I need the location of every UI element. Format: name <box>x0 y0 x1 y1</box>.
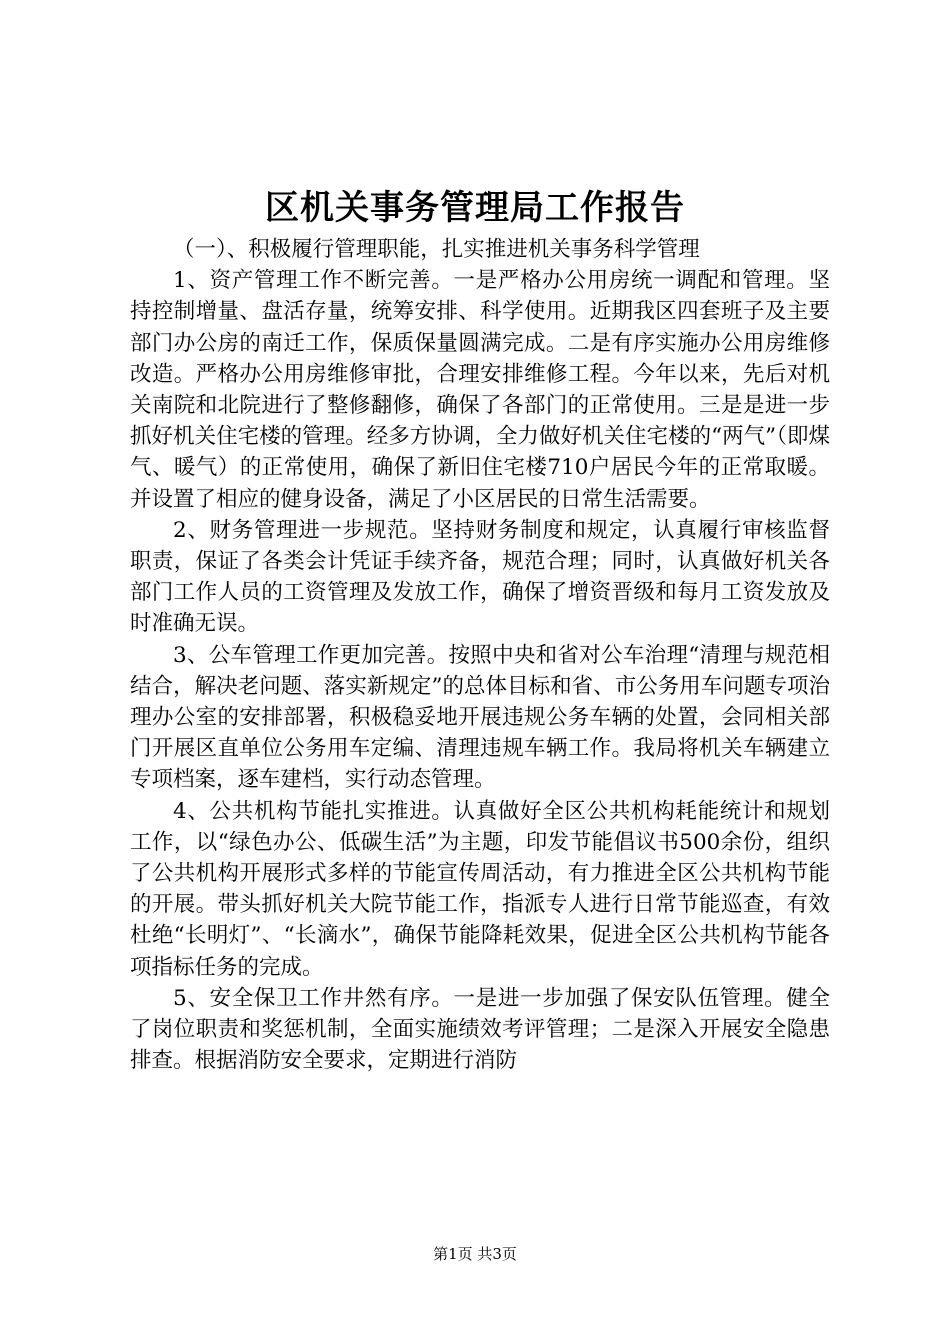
paragraph-security: 5、安全保卫工作井然有序。一是进一步加强了保安队伍管理。健全了岗位职责和奖惩机制，全面实施绩效考评管理；二是深入开展安全隐患排查。根据消防安全要求，定期进行消防 <box>130 985 830 1074</box>
section-heading: （一）、积极履行管理职能，扎实推进机关事务科学管理 <box>173 237 700 262</box>
paragraph-finance-management: 2、财务管理进一步规范。坚持财务制度和规定，认真履行审核监督职责，保证了各类会计凭证手续齐备，规范合理；同时，认真做好机关各部门工作人员的工资管理及发放工作，确保了增资晋级和每月工资发放及时准确无误。 <box>130 517 830 637</box>
paragraph-energy-saving: 4、公共机构节能扎实推进。认真做好全区公共机构耗能统计和规划工作，以“绿色办公、低碳生活”为主题，印发节能倡议书500余份，组织了公共机构开展形式多样的节能宣传周活动，有力推进全区公共机构节能的开展。带头抓好机关大院节能工作，指派专人进行日常节能巡查，有效杜绝“长明灯”、“长滴水”，确保节能降耗效果，促进全区公共机构节能各项指标任务的完成。 <box>130 798 830 980</box>
page-number-footer: 第1页 共3页 <box>433 1245 517 1263</box>
paragraph-asset-management: 1、资产管理工作不断完善。一是严格办公用房统一调配和管理。坚持控制增量、盘活存量，统筹安排、科学使用。近期我区四套班子及主要部门办公房的南迁工作，保质保量圆满完成。二是有序实施办公用房维修改造。严格办公用房维修审批，合理安排维修工程。今年以来，先后对机关南院和北院进行了整修翻修，确保了各部门的正常使用。三是是进一步抓好机关住宅楼的管理。经多方协调，全力做好机关住宅楼的“两气”（即煤气、暖气）的正常使用，确保了新旧住宅楼710户居民今年的正常取暖。并设置了相应的健身设备，满足了小区居民的日常生活需要。 <box>130 268 830 512</box>
document-title: 区机关事务管理局工作报告 <box>265 188 685 228</box>
paragraph-vehicle-management: 3、公车管理工作更加完善。按照中央和省对公车治理“清理与规范相结合，解决老问题、落实新规定”的总体目标和省、市公务用车问题专项治理办公室的安排部署，积极稳妥地开展违规公务车辆的处置，会同相关部门开展区直单位公务用车定编、清理违规车辆工作。我局将机关车辆建立专项档案，逐车建档，实行动态管理。 <box>130 642 830 793</box>
document-body <box>130 234 830 1076</box>
